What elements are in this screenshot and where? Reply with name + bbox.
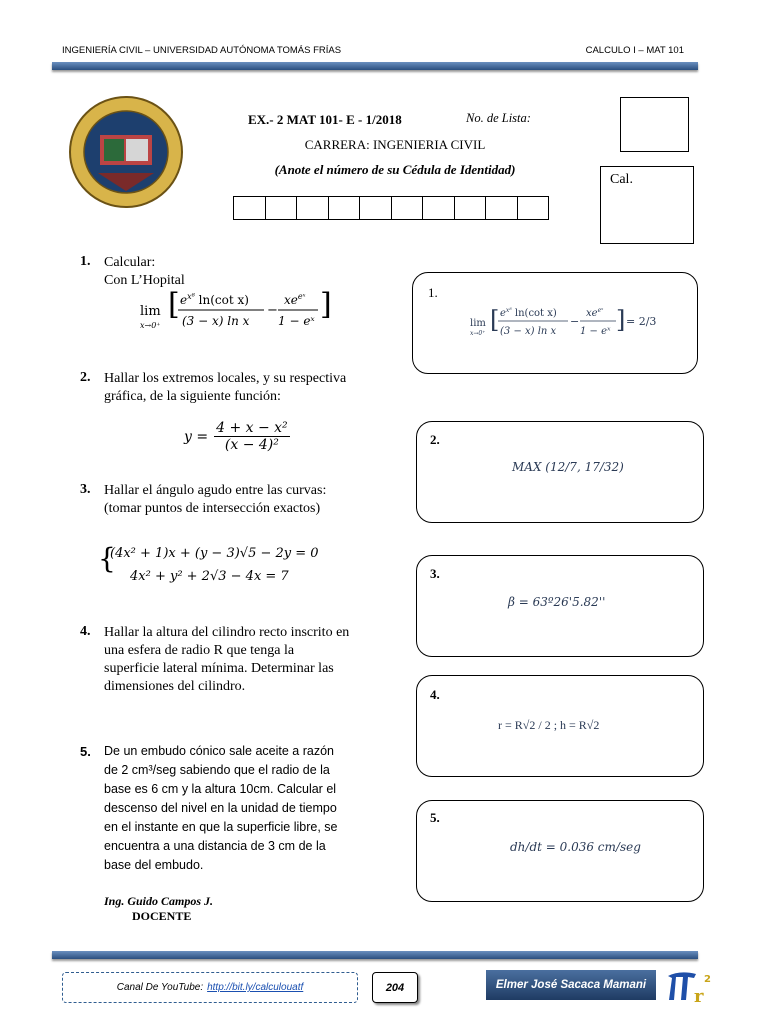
question-line: encuentra a una distancia de 3 cm de la	[104, 839, 326, 853]
question-line: Hallar la altura del cilindro recto inscrito en	[104, 625, 350, 640]
svg-text:(3 − x) ln x: (3 − x) ln x	[500, 326, 557, 337]
formula-denominator: (x − 4)²	[224, 437, 279, 453]
question-line: Calcular:	[104, 255, 156, 270]
svg-text:[: [	[168, 288, 180, 322]
question-line: una esfera de radio R que tenga la	[104, 643, 295, 658]
svg-text:−: −	[267, 303, 278, 318]
svg-text:1 − eˣ: 1 − eˣ	[580, 326, 611, 337]
author-name: Elmer José Sacaca Mamani	[486, 970, 656, 1000]
ci-cell[interactable]	[391, 196, 424, 220]
ci-cell[interactable]	[485, 196, 518, 220]
answer-5-number: 5.	[430, 810, 440, 825]
ci-instruction: (Anote el número de su Cédula de Identidad)	[274, 162, 516, 177]
svg-text:ex⁸ ln(cot x): $e^{x^8}$ ln(cot x)	[500, 307, 557, 319]
answer-1-formula	[470, 302, 670, 346]
question-line: dimensiones del cilindro.	[104, 679, 246, 694]
svg-text:(3 − x) ln x: (3 − x) ln x	[182, 314, 250, 328]
question-3-eq1: (4x² + 1)x + (y − 3)√5 − 2y = 0	[110, 546, 319, 561]
answer-2-value: MAX (12/7, 17/32)	[512, 460, 624, 474]
question-line: base del embudo.	[104, 858, 204, 872]
svg-text:2: 2	[704, 974, 711, 985]
question-2-number: 2.	[80, 370, 91, 385]
question-2-text	[104, 370, 346, 406]
question-line: de 2 cm³/seg sabiendo que el radio de la	[104, 763, 330, 777]
ci-cell[interactable]	[233, 196, 266, 220]
system-brace: {	[98, 542, 116, 575]
svg-text:1 − eˣ: 1 − eˣ	[278, 314, 315, 328]
answer-3-number: 3.	[430, 566, 440, 581]
footer-bar	[52, 951, 698, 959]
answer-4-number: 4.	[430, 687, 440, 702]
ci-cell[interactable]	[422, 196, 455, 220]
svg-text:]: ]	[616, 306, 626, 334]
cal-label: Cal.	[610, 172, 633, 187]
question-line: Con L’Hopital	[104, 273, 185, 288]
question-line: descenso del nivel en la unidad de tiempo	[104, 801, 337, 815]
answer-3-value: β = 63º26'5.82''	[508, 595, 606, 609]
question-1-number: 1.	[80, 254, 91, 269]
docente-name: Ing. Guido Campos J.	[104, 894, 214, 908]
page-number: 204	[372, 972, 418, 1003]
carrera-label: CARRERA: INGENIERIA CIVIL	[304, 137, 486, 152]
question-line: (tomar puntos de intersección exactos)	[104, 501, 321, 516]
university-seal	[68, 95, 184, 209]
svg-text:ex⁸ ln(cot x): $e^{x^8}$ ln(cot x)	[180, 292, 249, 307]
question-line: De un embudo cónico sale aceite a razón	[104, 744, 335, 758]
question-line: gráfica, de la siguiente función:	[104, 389, 281, 404]
exam-title: EX.- 2 MAT 101- E - 1/2018	[248, 112, 402, 127]
svg-text:x→0⁺: x→0⁺	[140, 321, 161, 330]
question-1-formula	[138, 288, 338, 336]
ci-cell[interactable]	[454, 196, 487, 220]
svg-text:−: −	[570, 315, 580, 328]
header-right: CALCULO I – MAT 101	[585, 45, 684, 56]
answer-2-number: 2.	[430, 432, 440, 447]
svg-text:xeeˣ: $xe^{eˣ}$	[586, 307, 604, 319]
svg-text:lim: lim	[140, 304, 161, 319]
question-line: superficie lateral mínima. Determinar las	[104, 661, 334, 676]
question-3-number: 3.	[80, 482, 91, 497]
question-line: en el instante en que la superficie libre, se	[104, 820, 338, 834]
question-3-text	[104, 482, 326, 518]
youtube-box	[62, 972, 358, 1003]
question-3-eq2: 4x² + y² + 2√3 − 4x = 7	[130, 569, 289, 584]
pi-r2-logo	[664, 966, 714, 1006]
question-5-number: 5.	[80, 744, 91, 759]
ci-cell[interactable]	[296, 196, 329, 220]
question-line: Hallar el ángulo agudo entre las curvas:	[104, 483, 327, 498]
formula-lhs: y =	[184, 428, 209, 445]
header-left: INGENIERÍA CIVIL – UNIVERSIDAD AUTÓNOMA TOMÁS FRÍAS	[62, 45, 342, 56]
question-5-text	[104, 742, 364, 875]
svg-text:]: ]	[320, 288, 332, 322]
youtube-link[interactable]: http://bit.ly/calculouatf	[207, 982, 304, 993]
no-lista-label: No. de Lista:	[466, 111, 531, 125]
formula-numerator: 4 + x − x²	[216, 420, 288, 436]
ci-cell[interactable]	[328, 196, 361, 220]
question-line: Hallar los extremos locales, y su respectiva	[104, 371, 347, 386]
docente-role: DOCENTE	[132, 909, 192, 923]
youtube-label: Canal De YouTube:	[116, 982, 204, 993]
no-lista-box[interactable]	[620, 97, 689, 152]
svg-text:[: [	[490, 306, 500, 334]
answer-5-value: dh/dt = 0.036 cm/seg	[510, 840, 641, 854]
header-bar	[52, 62, 698, 70]
ci-cell[interactable]	[517, 196, 550, 220]
answer-1-value: = 2/3	[626, 315, 657, 328]
answer-1-number: 1.	[428, 285, 438, 300]
svg-text:x→0⁺: x→0⁺	[470, 330, 486, 337]
question-4-number: 4.	[80, 624, 91, 639]
question-4-text	[104, 624, 362, 696]
question-line: base es 6 cm y la altura 10cm. Calcular el	[104, 782, 337, 796]
ci-cell[interactable]	[265, 196, 298, 220]
question-2-formula	[184, 420, 290, 453]
svg-text:r: r	[694, 986, 704, 1006]
ci-cell[interactable]	[359, 196, 392, 220]
svg-text:lim: lim	[470, 318, 486, 329]
question-1-text	[104, 254, 185, 290]
answer-4-value: r = R√2 / 2 ; h = R√2	[498, 718, 600, 732]
ci-number-grid[interactable]	[234, 196, 549, 220]
svg-text:xeeˣ: $xe^{eˣ}$	[284, 292, 306, 307]
